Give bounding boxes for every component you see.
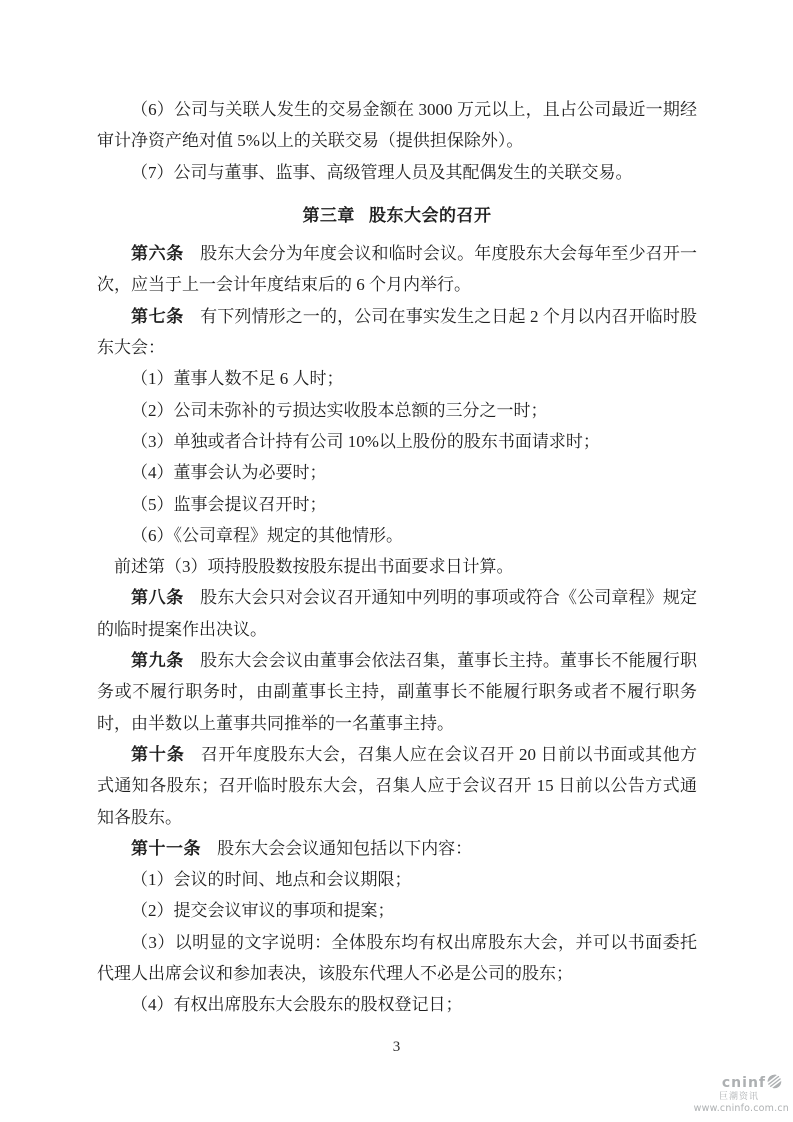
article-number-label: 第六条 — [131, 244, 184, 264]
article-text: 股东大会分为年度会议和临时会议。年度股东大会每年至少召开一次，应当于上一会计年度结束后的 6 个月内举行。 — [97, 244, 697, 295]
list-item-paragraph: （1）董事人数不足 6 人时； — [131, 369, 344, 389]
note-paragraph: 前述第（3）项持股股数按股东提出书面要求日计算。 — [114, 557, 514, 577]
article-number-label: 第八条 — [131, 588, 184, 608]
cninfo-swirl-icon — [767, 1074, 782, 1089]
article-text: 股东大会会议由董事会依法召集，董事长主持。董事长不能履行职务或不履行职务时，由副董事长主持，副董事长不能履行职务或者不履行职务时，由半数以上董事共同推举的一名董事主持。 — [97, 651, 697, 733]
article-text: 股东大会会议通知包括以下内容： — [217, 838, 473, 858]
article-paragraph — [97, 238, 697, 301]
chapter-heading: 第三章 股东大会的召开 — [302, 205, 492, 225]
list-item-paragraph: （2）公司未弥补的亏损达实收股本总额的三分之一时； — [131, 400, 548, 420]
article-number-label: 第十一条 — [131, 838, 201, 858]
article-paragraph — [97, 833, 697, 864]
article-text: 召开年度股东大会，召集人应在会议召开 20 日前以书面或其他方式通知各股东；召开临时股东大会，召集人应于会议召开 15 日前以公告方式通知各股东。 — [97, 744, 698, 827]
article-text: 股东大会只对会议召开通知中列明的事项或符合《公司章程》规定的临时提案作出决议。 — [97, 588, 697, 639]
list-item-paragraph: （1）会议的时间、地点和会议期限； — [131, 870, 412, 890]
article-number-label: 第七条 — [131, 306, 184, 326]
cninfo-watermark — [693, 1074, 789, 1114]
list-item-paragraph: （6）《公司章程》规定的其他情形。 — [131, 525, 403, 545]
cninfo-cn-name: 巨潮资讯 — [718, 1092, 759, 1102]
document-body — [97, 94, 697, 1021]
cninfo-logo — [693, 1074, 782, 1091]
list-item-paragraph: （4）董事会认为必要时； — [131, 463, 327, 483]
list-item-paragraph: （5）监事会提议召开时； — [131, 494, 327, 514]
article-paragraph — [97, 645, 697, 739]
article-paragraph — [97, 739, 697, 833]
article-number-label: 第九条 — [131, 651, 184, 671]
cninfo-url: www.cninfo.com.cn — [693, 1103, 789, 1114]
list-item-paragraph: （4）有权出席股东大会股东的股权登记日； — [131, 995, 463, 1015]
list-item-paragraph: （7）公司与董事、监事、高级管理人员及其配偶发生的关联交易。 — [131, 162, 633, 182]
cninfo-logo-text: cninf — [721, 1075, 766, 1091]
list-item-paragraph: （6）公司与关联人发生的交易金额在 3000 万元以上，且占公司最近一期经审计净资产绝对值 5%以上的关联交易（提供担保除外）。 — [97, 100, 697, 151]
article-number-label: 第十条 — [131, 744, 185, 764]
list-item-paragraph: （3）单独或者合计持有公司 10%以上股份的股东书面请求时； — [131, 431, 600, 451]
article-text: 有下列情形之一的，公司在事实发生之日起 2 个月以内召开临时股东大会： — [97, 306, 698, 358]
article-paragraph — [97, 582, 697, 645]
article-paragraph — [97, 301, 697, 364]
list-item-paragraph: （2）提交会议审议的事项和提案； — [131, 901, 395, 921]
list-item-paragraph: （3）以明显的文字说明：全体股东均有权出席股东大会，并可以书面委托代理人出席会议和参加表决，该股东代理人不必是公司的股东； — [97, 932, 697, 984]
page-number: 3 — [392, 1039, 401, 1055]
